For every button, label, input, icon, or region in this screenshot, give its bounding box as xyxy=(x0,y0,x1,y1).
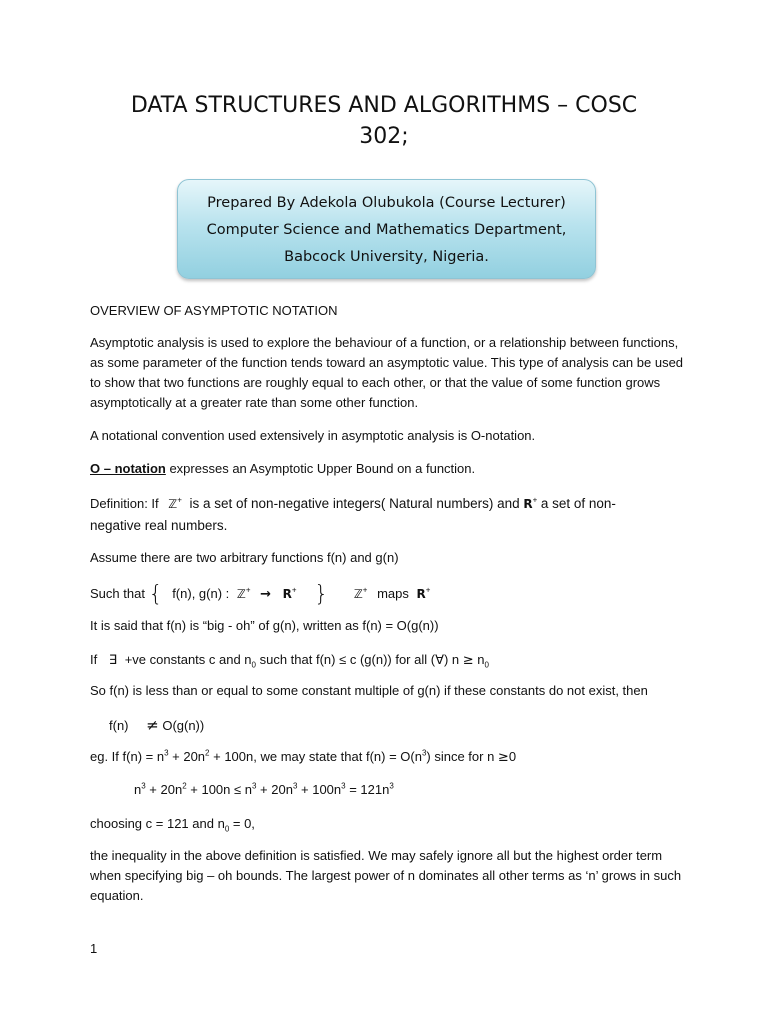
ineq-part-4: + 20n xyxy=(256,782,293,797)
ineq-sup-4: 3 xyxy=(292,781,298,791)
o-notation-desc: expresses an Asymptotic Upper Bound on a function. xyxy=(165,461,476,476)
choosing-line xyxy=(90,814,690,834)
eg-part-2: + 20n xyxy=(168,749,206,764)
definition-lead: Definition: If xyxy=(90,496,159,511)
ineq-sup-2: 2 xyxy=(182,781,187,791)
brace-close: } xyxy=(314,582,329,607)
reals-symbol: R xyxy=(523,497,533,511)
ineq-sup-5: 3 xyxy=(341,781,346,791)
n-zero-label: n xyxy=(473,652,485,667)
ineq-sup-3: 3 xyxy=(251,781,257,791)
positive-constants-text: +ve constants c and n xyxy=(124,652,252,667)
reals-plus-2: + xyxy=(291,585,297,595)
o-notation-term: O – notation xyxy=(90,461,166,476)
definition-paragraph xyxy=(90,493,690,537)
maps-label: maps xyxy=(377,586,409,601)
arrow-symbol: → xyxy=(260,587,272,602)
ineq-part-3: + 100n ≤ n xyxy=(186,782,252,797)
final-paragraph: the inequality in the above definition is satisfied. We may safely ignore all but the highest order term when specifying big – oh bounds. The largest power of n dominates all other terms as ‘n’ grows in such equation. xyxy=(90,848,682,903)
naturals-symbol-3: ℤ xyxy=(353,587,363,601)
eg-geq-symbol: ≥ xyxy=(497,750,509,765)
section-heading: OVERVIEW OF ASYMPTOTIC NOTATION xyxy=(90,303,338,318)
definition-line-2: negative real numbers. xyxy=(90,518,228,533)
assume-paragraph: Assume there are two arbitrary functions f(n) and g(n) xyxy=(90,550,399,565)
reals-plus-3: + xyxy=(425,585,431,595)
choosing-end: = 0, xyxy=(229,816,255,831)
ineq-part-2: + 20n xyxy=(145,782,183,797)
reals-symbol-3: R xyxy=(416,587,426,601)
eg-part-5: 0 xyxy=(508,749,517,764)
ineq-sup-6: 3 xyxy=(389,781,394,791)
inequality-line xyxy=(134,780,734,800)
fn-label: f(n) xyxy=(109,718,129,733)
university-line: Babcock University, Nigeria. xyxy=(284,249,489,265)
brace-open: { xyxy=(148,582,163,607)
eg-part-1: eg. If f(n) = n xyxy=(90,749,165,764)
author-box xyxy=(177,179,596,279)
example-line xyxy=(90,747,690,768)
naturals-plus-3: + xyxy=(362,585,368,595)
page-title xyxy=(0,90,768,152)
author-line: Prepared By Adekola Olubukola (Course Lecturer) xyxy=(207,195,566,211)
not-big-oh-line xyxy=(109,715,709,736)
if-exists-line xyxy=(90,650,690,671)
not-equal-symbol: ≠ xyxy=(146,716,159,734)
convention-paragraph: A notational convention used extensively in asymptotic analysis is O-notation. xyxy=(90,428,536,443)
ineq-sup-1: 3 xyxy=(141,781,146,791)
naturals-plus-2: + xyxy=(245,585,251,595)
title-line-2: 302; xyxy=(359,124,409,149)
reals-plus: + xyxy=(532,495,538,505)
such-that-label: Such that xyxy=(90,586,145,601)
title-line-1: DATA STRUCTURES AND ALGORITHMS – COSC xyxy=(130,93,638,118)
eg-sup-1: 3 xyxy=(164,748,169,758)
ineq-part-5: + 100n xyxy=(297,782,342,797)
n-sub-zero-2: 0 xyxy=(484,660,489,670)
eg-sup-2: 2 xyxy=(205,748,210,758)
geq-symbol: ≥ xyxy=(462,653,474,668)
naturals-plus: + xyxy=(177,495,182,505)
eg-sup-3: 3 xyxy=(421,748,427,758)
forall-symbol: ∀ xyxy=(435,653,444,668)
big-oh-statement: It is said that f(n) is “big - oh” of g(n), written as f(n) = O(g(n)) xyxy=(90,618,439,633)
eg-part-3: + 100n, we may state that f(n) = O(n xyxy=(209,749,422,764)
reals-symbol-2: R xyxy=(282,587,292,601)
naturals-symbol: ℤ xyxy=(168,497,178,511)
naturals-symbol-2: ℤ xyxy=(236,587,246,601)
choosing-text: choosing c = 121 and n xyxy=(90,816,225,831)
o-of-g-label: O(g(n)) xyxy=(162,718,205,733)
eg-part-4: ) since for n xyxy=(426,749,498,764)
page-number: 1 xyxy=(90,941,98,956)
for-all-n-text: ) n xyxy=(443,652,463,667)
o-notation-paragraph xyxy=(90,459,690,479)
if-label: If xyxy=(90,652,98,667)
such-that-functions: f(n), g(n) : xyxy=(172,586,230,601)
n-sub-zero: 0 xyxy=(251,660,256,670)
such-that-inequality: such that f(n) ≤ c (g(n)) for all ( xyxy=(256,652,436,667)
choosing-sub-zero: 0 xyxy=(224,824,230,834)
ineq-part-6: = 121n xyxy=(345,782,390,797)
department-line: Computer Science and Mathematics Department, xyxy=(206,222,567,238)
exists-symbol: ∃ xyxy=(108,653,118,668)
definition-reals-text: a set of non- xyxy=(540,496,616,511)
ineq-part-1: n xyxy=(134,782,142,797)
intro-paragraph: Asymptotic analysis is used to explore the behaviour of a function, or a relationship between functions, as some parameter of the function tends toward an asymptotic value. This type of analysis can be used to show that two functions are roughly equal to each other, or that the value of some function grows asymptotically at a greater rate than some other function. xyxy=(90,335,684,410)
such-that-line xyxy=(90,582,690,605)
definition-naturals-text: is a set of non-negative integers( Natural numbers) and xyxy=(189,496,520,511)
so-paragraph: So f(n) is less than or equal to some constant multiple of g(n) if these constants do not exist, then xyxy=(90,683,648,698)
